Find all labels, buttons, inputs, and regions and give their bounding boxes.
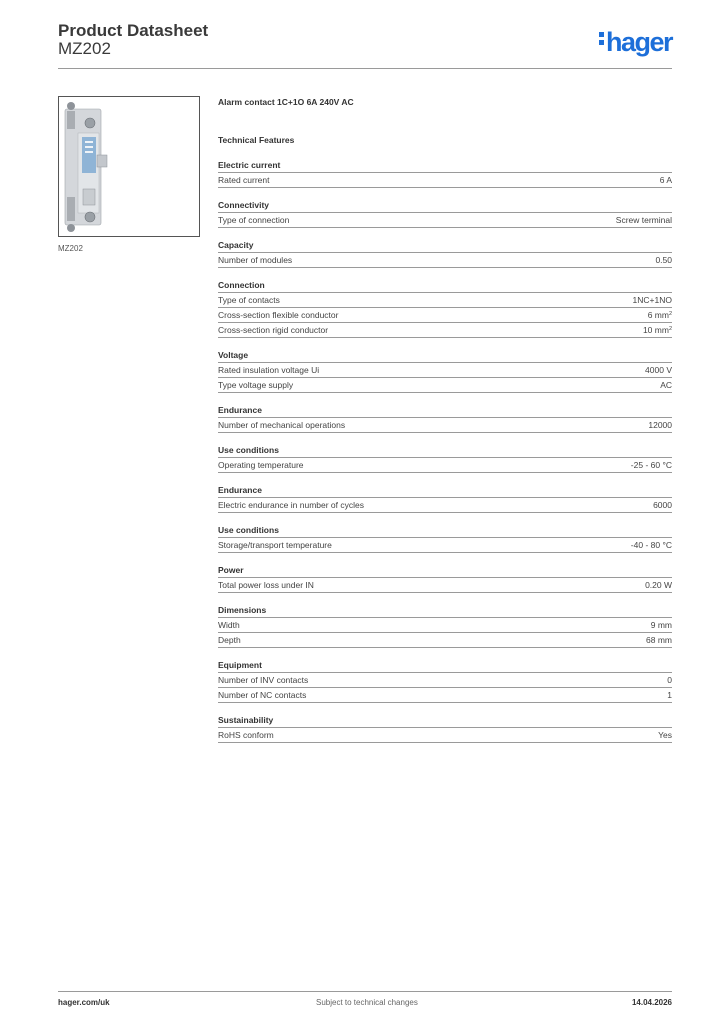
spec-label: Number of modules	[218, 255, 293, 265]
spec-section-title: Dimensions	[218, 604, 672, 618]
page-title: Product Datasheet	[58, 21, 209, 40]
spec-section-title: Endurance	[218, 484, 672, 498]
spec-value: 1NC+1NO	[632, 295, 672, 305]
spec-label: Number of INV contacts	[218, 675, 309, 685]
brand-logo	[599, 27, 672, 58]
spec-value: 0.20 W	[645, 580, 672, 590]
spec-value: 6 $mm^2$	[647, 310, 672, 320]
spec-section-title: Sustainability	[218, 714, 672, 728]
spec-section	[218, 659, 672, 703]
spec-section	[218, 484, 672, 513]
spec-label: Width	[218, 620, 240, 630]
spec-row	[218, 633, 672, 648]
spec-row	[218, 323, 672, 338]
spec-value: 12000	[648, 420, 672, 430]
spec-row	[218, 728, 672, 743]
spec-section	[218, 564, 672, 593]
product-image	[58, 96, 200, 237]
footer-divider	[58, 991, 672, 992]
footer-note: Subject to technical changes	[316, 998, 418, 1007]
spec-label: Rated current	[218, 175, 270, 185]
spec-row	[218, 363, 672, 378]
spec-section	[218, 604, 672, 648]
spec-section-title: Use conditions	[218, 524, 672, 538]
spec-section	[218, 239, 672, 268]
spec-row	[218, 458, 672, 473]
spec-sections	[218, 159, 672, 743]
spec-value: 0	[667, 675, 672, 685]
spec-section-title: Capacity	[218, 239, 672, 253]
spec-section	[218, 524, 672, 553]
spec-label: Depth	[218, 635, 241, 645]
spec-row	[218, 688, 672, 703]
spec-label: Operating temperature	[218, 460, 304, 470]
spec-value: 1	[667, 690, 672, 700]
spec-section-title: Equipment	[218, 659, 672, 673]
spec-section	[218, 159, 672, 188]
spec-label: Type of contacts	[218, 295, 280, 305]
spec-value: AC	[660, 380, 672, 390]
product-code: MZ202	[58, 39, 111, 58]
spec-label: Type of connection	[218, 215, 290, 225]
spec-label: Number of mechanical operations	[218, 420, 346, 430]
spec-label: Number of NC contacts	[218, 690, 307, 700]
content-column	[218, 96, 672, 743]
spec-value: -25 - 60 °C	[630, 460, 672, 470]
spec-section-title: Power	[218, 564, 672, 578]
spec-section-title: Connection	[218, 279, 672, 293]
spec-row	[218, 538, 672, 553]
spec-section-title: Electric current	[218, 159, 672, 173]
spec-row	[218, 378, 672, 393]
circuit-breaker-module-icon	[59, 97, 199, 236]
spec-section-title: Voltage	[218, 349, 672, 363]
spec-row	[218, 418, 672, 433]
spec-section-title: Endurance	[218, 404, 672, 418]
spec-label: Type voltage supply	[218, 380, 294, 390]
spec-row	[218, 673, 672, 688]
spec-label: RoHS conform	[218, 730, 274, 740]
spec-section-title: Connectivity	[218, 199, 672, 213]
spec-value: 6 A	[659, 175, 672, 185]
spec-row	[218, 618, 672, 633]
logo-dots-icon	[599, 32, 604, 48]
spec-value: 0.50	[655, 255, 672, 265]
spec-label: Cross-section rigid conductor	[218, 325, 329, 335]
product-name: Alarm contact 1C+1O 6A 240V AC	[218, 97, 354, 107]
spec-row	[218, 578, 672, 593]
spec-value: -40 - 80 °C	[630, 540, 672, 550]
spec-section	[218, 279, 672, 338]
spec-value: 9 mm	[650, 620, 672, 630]
spec-value: Yes	[658, 730, 672, 740]
spec-section	[218, 199, 672, 228]
spec-label: Rated insulation voltage Ui	[218, 365, 320, 375]
spec-section	[218, 349, 672, 393]
spec-row	[218, 213, 672, 228]
spec-label: Storage/transport temperature	[218, 540, 332, 550]
spec-row	[218, 253, 672, 268]
technical-features-heading: Technical Features	[218, 135, 295, 145]
spec-section-title: Use conditions	[218, 444, 672, 458]
spec-label: Cross-section flexible conductor	[218, 310, 339, 320]
footer-website: hager.com/uk	[58, 998, 110, 1007]
spec-row	[218, 293, 672, 308]
spec-value: 6000	[653, 500, 672, 510]
spec-value: Screw terminal	[615, 215, 672, 225]
product-image-caption: MZ202	[58, 244, 83, 253]
spec-row	[218, 308, 672, 323]
spec-row	[218, 173, 672, 188]
spec-section	[218, 444, 672, 473]
spec-label: Total power loss under IN	[218, 580, 314, 590]
spec-section	[218, 714, 672, 743]
spec-value: 4000 V	[645, 365, 672, 375]
spec-value: 68 mm	[646, 635, 672, 645]
spec-value: 10 $mm^2$	[642, 325, 672, 335]
spec-section	[218, 404, 672, 433]
spec-row	[218, 498, 672, 513]
header-divider	[58, 68, 672, 69]
spec-label: Electric endurance in number of cycles	[218, 500, 364, 510]
footer-date: 14.04.2026	[631, 998, 672, 1007]
logo-text: hager	[605, 27, 672, 57]
